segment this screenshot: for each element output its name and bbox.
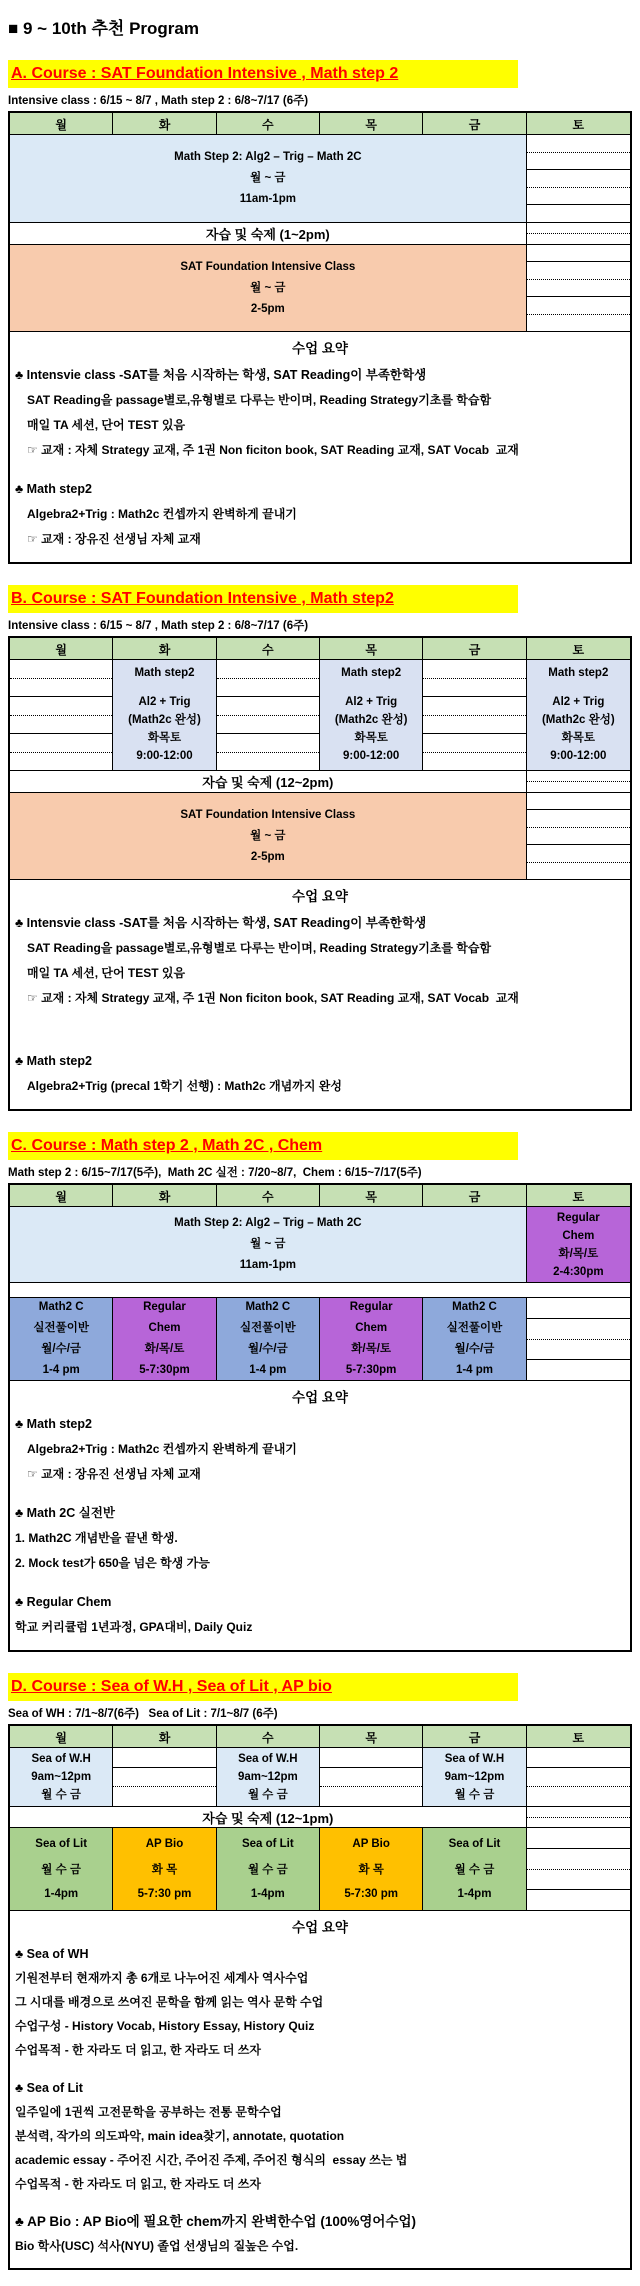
- class-days: 화/목/토: [558, 1247, 599, 1260]
- summary-line: ♣ Math 2C 실전반: [15, 1506, 115, 1520]
- sea-of-lit-class-cell: [423, 1828, 526, 1911]
- ap-bio-class-cell: [113, 1828, 216, 1911]
- summary-heading: 수업 요약: [292, 889, 348, 904]
- class-topic: Al2 + Trig: [138, 696, 191, 708]
- summary-line: Bio 학사(USC) 석사(NYU) 졸업 선생님의 질높은 수업.: [15, 2239, 299, 2253]
- day-header-thu: 목: [320, 1185, 423, 1207]
- class-name: SAT Foundation Intensive Class: [180, 260, 356, 273]
- class-time: 1-4 pm: [455, 1364, 494, 1376]
- class-days: 월 수 금: [454, 1789, 495, 1801]
- schedule-table-c: [8, 1183, 632, 1652]
- spacer-row: [10, 1283, 630, 1298]
- summary-line: 2. Mock test가 650을 넘은 학생 가능: [15, 1556, 210, 1570]
- summary-line: 일주일에 1권씩 고전문학을 공부하는 전통 문학수업: [15, 2105, 282, 2119]
- summary-line: ♣ Math step2: [15, 1417, 92, 1431]
- section-c-heading: C. Course : Math step 2 , Math 2C , Chem: [8, 1132, 518, 1160]
- section-b-subtitle: Intensive class : 6/15 ~ 8/7 , Math step 2 : 6/8~7/17 (6주): [8, 620, 309, 632]
- summary-heading: 수업 요약: [292, 1390, 348, 1405]
- day-header-fri: 금: [423, 1185, 526, 1207]
- class-name: Sea of W.H: [238, 1753, 298, 1765]
- class-days: 월 수 금: [247, 1863, 288, 1876]
- sea-of-wh-class-cell: [10, 1748, 113, 1807]
- summary-line: 매일 TA 세션, 단어 TEST 있음: [27, 966, 186, 980]
- summary-line: Algebra2+Trig : Math2c 컨셉까지 완벽하게 끝내기: [27, 1442, 297, 1456]
- class-time: 9am~12pm: [31, 1771, 92, 1783]
- schedule-table-d: [8, 1724, 632, 2270]
- summary-line: 수업목적 - 한 자라도 더 읽고, 한 자라도 더 쓰자: [15, 2177, 261, 2191]
- class-name: Regular: [349, 1301, 393, 1313]
- summary-line: 1. Math2C 개념반을 끝낸 학생.: [15, 1531, 178, 1545]
- empty-notes-cell: [527, 245, 630, 332]
- class-time: 5-7:30 pm: [137, 1888, 192, 1901]
- class-days: 화목토: [147, 732, 182, 744]
- class-days: 월 수 금: [41, 1789, 82, 1801]
- class-name: Sea of Lit: [35, 1837, 88, 1850]
- summary-line: ♣ Sea of Lit: [15, 2081, 83, 2095]
- class-time: 1-4pm: [250, 1888, 285, 1901]
- day-header-sat: 토: [527, 113, 630, 135]
- class-days: 월 수 금: [41, 1863, 82, 1876]
- ap-bio-class-cell: [320, 1828, 423, 1911]
- sea-of-wh-class-cell: [423, 1748, 526, 1807]
- section-b-heading: B. Course : SAT Foundation Intensive , Math step2: [8, 585, 518, 613]
- empty-notes-cell: [527, 1828, 630, 1911]
- class-name: Regular: [143, 1301, 186, 1313]
- class-days: 화/목/토: [351, 1343, 392, 1355]
- empty-notes-cell: [10, 660, 113, 771]
- day-header-fri: 금: [423, 1726, 526, 1748]
- class-days: 화/목/토: [144, 1343, 185, 1355]
- empty-notes-cell: [527, 1748, 630, 1807]
- day-header-tue: 화: [113, 113, 216, 135]
- day-header-fri: 금: [423, 638, 526, 660]
- section-d-subtitle: Sea of WH : 7/1~8/7(6주) Sea of Lit : 7/1~8/7 (6주): [8, 1708, 278, 1720]
- math-step2-class-cell: [527, 660, 630, 771]
- morning-class-cell: [10, 135, 527, 223]
- class-name: Math Step 2: Alg2 – Trig – Math 2C: [174, 151, 362, 163]
- summary-line: 매일 TA 세션, 단어 TEST 있음: [27, 418, 186, 432]
- class-days: 월 ~ 금: [250, 1238, 286, 1250]
- class-days: 화목토: [561, 732, 595, 744]
- empty-notes-cell: [217, 660, 320, 771]
- sea-of-wh-class-cell: [217, 1748, 320, 1807]
- section-c-summary: [10, 1407, 630, 1650]
- summary-line: 수업구성 - History Vocab, History Essay, History Quiz: [15, 2019, 315, 2033]
- section-a-heading: A. Course : SAT Foundation Intensive , Math step 2: [8, 60, 518, 88]
- day-header-fri: 금: [423, 113, 526, 135]
- class-name: Sea of W.H: [31, 1753, 91, 1765]
- class-name: Math2 C: [245, 1301, 291, 1313]
- summary-line: 학교 커리큘럼 1년과정, GPA대비, Daily Quiz: [15, 1620, 253, 1634]
- class-name: AP Bio: [352, 1837, 390, 1850]
- schedule-table-a: [8, 111, 632, 564]
- class-time: 5-7:30 pm: [344, 1888, 398, 1901]
- section-c-subtitle: Math step 2 : 6/15~7/17(5주), Math 2C 실전 : 7/20~8/7, Chem : 6/15~7/17(5주): [8, 1167, 422, 1179]
- section-b: [8, 564, 632, 1111]
- class-name: Math2 C: [452, 1301, 497, 1313]
- summary-line: 분석력, 작가의 의도파악, main idea찾기, annotate, quotation: [15, 2129, 345, 2143]
- empty-notes-cell: [527, 771, 630, 793]
- class-name: Sea of W.H: [444, 1753, 505, 1765]
- class-name: 실전풀이반: [446, 1322, 503, 1334]
- summary-line: SAT Reading을 passage별로,유형별로 다루는 반이며, Reading Strategy기초를 학습함: [27, 393, 492, 407]
- class-topic-note: (Math2c 완성): [128, 714, 201, 726]
- class-time: 2-5pm: [250, 850, 285, 863]
- class-days: 화 목: [358, 1863, 384, 1876]
- empty-notes-cell: [527, 793, 630, 880]
- afternoon-class-cell: [10, 793, 527, 880]
- class-topic: Al2 + Trig: [345, 696, 398, 708]
- class-name: 실전풀이반: [33, 1322, 89, 1334]
- class-time: 1-4 pm: [42, 1364, 80, 1376]
- section-a-subtitle: Intensive class : 6/15 ~ 8/7 , Math step 2 : 6/8~7/17 (6주): [8, 95, 309, 107]
- class-time: 9:00-12:00: [343, 750, 400, 762]
- class-time: 5-7:30pm: [345, 1364, 397, 1376]
- bottom-margin: [0, 2270, 640, 2286]
- empty-notes-cell: [527, 1298, 630, 1381]
- class-days: 화 목: [151, 1863, 178, 1876]
- class-name: Math2 C: [38, 1301, 84, 1313]
- summary-line: ☞ 교재 : 장유진 선생님 자체 교재: [27, 1467, 201, 1481]
- empty-notes-cell: [113, 1748, 216, 1807]
- summary-line: ♣ AP Bio : AP Bio에 필요한 chem까지 완벽한수업 (100%영어수업): [15, 2214, 417, 2229]
- class-name: Math step2: [341, 667, 402, 679]
- class-days: 월 ~ 금: [250, 281, 286, 294]
- summary-line: Algebra2+Trig : Math2c 컨셉까지 완벽하게 끝내기: [27, 507, 297, 521]
- regular-chem-sat-cell: [527, 1207, 630, 1283]
- empty-notes-cell: [527, 135, 630, 223]
- day-header-wed: 수: [217, 1726, 320, 1748]
- math-step2-class-cell: [320, 660, 423, 771]
- class-days: 월 수 금: [247, 1789, 288, 1801]
- class-name: Regular: [556, 1211, 600, 1224]
- empty-notes-cell: [423, 660, 526, 771]
- math2c-class-cell: [423, 1298, 526, 1381]
- class-name: Chem: [562, 1229, 595, 1242]
- class-time: 2-5pm: [250, 302, 285, 315]
- section-a-summary: [10, 358, 630, 562]
- summary-line: ♣ Math step2: [15, 482, 92, 496]
- class-time: 9am~12pm: [444, 1771, 505, 1783]
- day-header-thu: 목: [320, 638, 423, 660]
- summary-line: ♣ Regular Chem: [15, 1595, 112, 1609]
- class-time: 1-4pm: [44, 1888, 79, 1901]
- class-time: 9:00-12:00: [550, 750, 607, 762]
- day-header-mon: 월: [10, 1726, 113, 1748]
- class-name: Math step2: [548, 667, 609, 679]
- class-time: 5-7:30pm: [139, 1364, 190, 1376]
- class-time: 11am-1pm: [239, 193, 296, 205]
- section-a: [8, 39, 632, 564]
- class-name: Chem: [148, 1322, 181, 1334]
- day-header-sat: 토: [527, 1726, 630, 1748]
- class-days: 화목토: [354, 732, 388, 744]
- empty-notes-cell: [527, 1807, 630, 1828]
- section-c: [8, 1111, 632, 1652]
- summary-line: 기원전부터 현재까지 총 6개로 나누어진 세계사 역사수업: [15, 1971, 309, 1985]
- study-homework-row: 자습 및 숙제 (12~1pm): [10, 1807, 527, 1828]
- day-header-mon: 월: [10, 638, 113, 660]
- empty-notes-cell: [320, 1748, 423, 1807]
- summary-line: ♣ Intensvie class -SAT를 처음 시작하는 학생, SAT Reading이 부족한학생: [15, 916, 427, 930]
- day-header-mon: 월: [10, 1185, 113, 1207]
- class-name: Math step2: [134, 667, 195, 679]
- morning-class-cell: [10, 1207, 527, 1283]
- class-days: 월/수/금: [454, 1343, 495, 1355]
- day-header-thu: 목: [320, 1726, 423, 1748]
- class-days: 월 수 금: [454, 1863, 495, 1876]
- math2c-class-cell: [10, 1298, 113, 1381]
- regular-chem-class-cell: [113, 1298, 216, 1381]
- section-d-heading: D. Course : Sea of W.H , Sea of Lit , AP bio: [8, 1673, 518, 1701]
- summary-heading: 수업 요약: [292, 341, 348, 356]
- schedule-table-b: [8, 636, 632, 1111]
- summary-line: Algebra2+Trig (precal 1학기 선행) : Math2c 개념까지 완성: [27, 1079, 342, 1093]
- regular-chem-class-cell: [320, 1298, 423, 1381]
- summary-line: 수업목적 - 한 자라도 더 읽고, 한 자라도 더 쓰자: [15, 2043, 261, 2057]
- summary-line: academic essay - 주어진 시간, 주어진 주제, 주어진 형식의 essay 쓰는 법: [15, 2153, 408, 2167]
- afternoon-class-cell: [10, 245, 527, 332]
- class-days: 월 ~ 금: [250, 829, 286, 842]
- sea-of-lit-class-cell: [217, 1828, 320, 1911]
- class-topic-note: (Math2c 완성): [334, 714, 408, 726]
- summary-line: 그 시대를 배경으로 쓰여진 문학을 함께 읽는 역사 문학 수업: [15, 1995, 324, 2009]
- page-title: ■ 9 ~ 10th 추천 Program: [8, 19, 199, 38]
- study-homework-row: 자습 및 숙제 (12~2pm): [10, 771, 527, 793]
- class-name: AP Bio: [145, 1837, 184, 1850]
- class-name: SAT Foundation Intensive Class: [180, 808, 356, 821]
- section-d: [8, 1652, 632, 2270]
- summary-line: ☞ 교재 : 장유진 선생님 자체 교재: [27, 532, 201, 546]
- class-time: 1-4pm: [457, 1888, 492, 1901]
- class-time: 9:00-12:00: [136, 750, 193, 762]
- day-header-wed: 수: [217, 113, 320, 135]
- class-name: Sea of Lit: [241, 1837, 294, 1850]
- class-name: 실전풀이반: [240, 1322, 296, 1334]
- class-name: Chem: [355, 1322, 388, 1334]
- math-step2-class-cell: [113, 660, 216, 771]
- summary-line: ♣ Math step2: [15, 1054, 92, 1068]
- class-days: 월 ~ 금: [250, 172, 286, 184]
- class-time: 2-4:30pm: [553, 1265, 604, 1278]
- class-time: 9am~12pm: [237, 1771, 298, 1783]
- class-name: Math Step 2: Alg2 – Trig – Math 2C: [174, 1217, 362, 1229]
- summary-line: ♣ Sea of WH: [15, 1947, 89, 1961]
- day-header-thu: 목: [320, 113, 423, 135]
- class-time: 1-4 pm: [249, 1364, 287, 1376]
- class-topic-note: (Math2c 완성): [541, 714, 615, 726]
- summary-line: ♣ Intensvie class -SAT를 처음 시작하는 학생, SAT Reading이 부족한학생: [15, 368, 427, 382]
- sea-of-lit-class-cell: [10, 1828, 113, 1911]
- day-header-sat: 토: [527, 1185, 630, 1207]
- math2c-class-cell: [217, 1298, 320, 1381]
- day-header-tue: 화: [113, 638, 216, 660]
- class-days: 월/수/금: [41, 1343, 82, 1355]
- class-days: 월/수/금: [247, 1343, 288, 1355]
- summary-line: ☞ 교재 : 자체 Strategy 교재, 주 1권 Non ficiton book, SAT Reading 교재, SAT Vocab 교재: [27, 443, 519, 457]
- class-name: Sea of Lit: [448, 1837, 501, 1850]
- empty-notes-cell: [527, 223, 630, 245]
- section-b-summary: [10, 906, 630, 1109]
- class-time: 11am-1pm: [239, 1259, 296, 1271]
- day-header-tue: 화: [113, 1185, 216, 1207]
- summary-line: SAT Reading을 passage별로,유형별로 다루는 반이며, Reading Strategy기초를 학습함: [27, 941, 492, 955]
- day-header-sat: 토: [527, 638, 630, 660]
- class-topic: Al2 + Trig: [552, 696, 605, 708]
- summary-line: ☞ 교재 : 자체 Strategy 교재, 주 1권 Non ficiton book, SAT Reading 교재, SAT Vocab 교재: [27, 991, 519, 1005]
- day-header-wed: 수: [217, 1185, 320, 1207]
- day-header-mon: 월: [10, 113, 113, 135]
- summary-heading: 수업 요약: [292, 1920, 348, 1935]
- day-header-wed: 수: [217, 638, 320, 660]
- study-homework-row: 자습 및 숙제 (1~2pm): [10, 223, 527, 245]
- section-d-summary: [10, 1937, 630, 2268]
- day-header-tue: 화: [113, 1726, 216, 1748]
